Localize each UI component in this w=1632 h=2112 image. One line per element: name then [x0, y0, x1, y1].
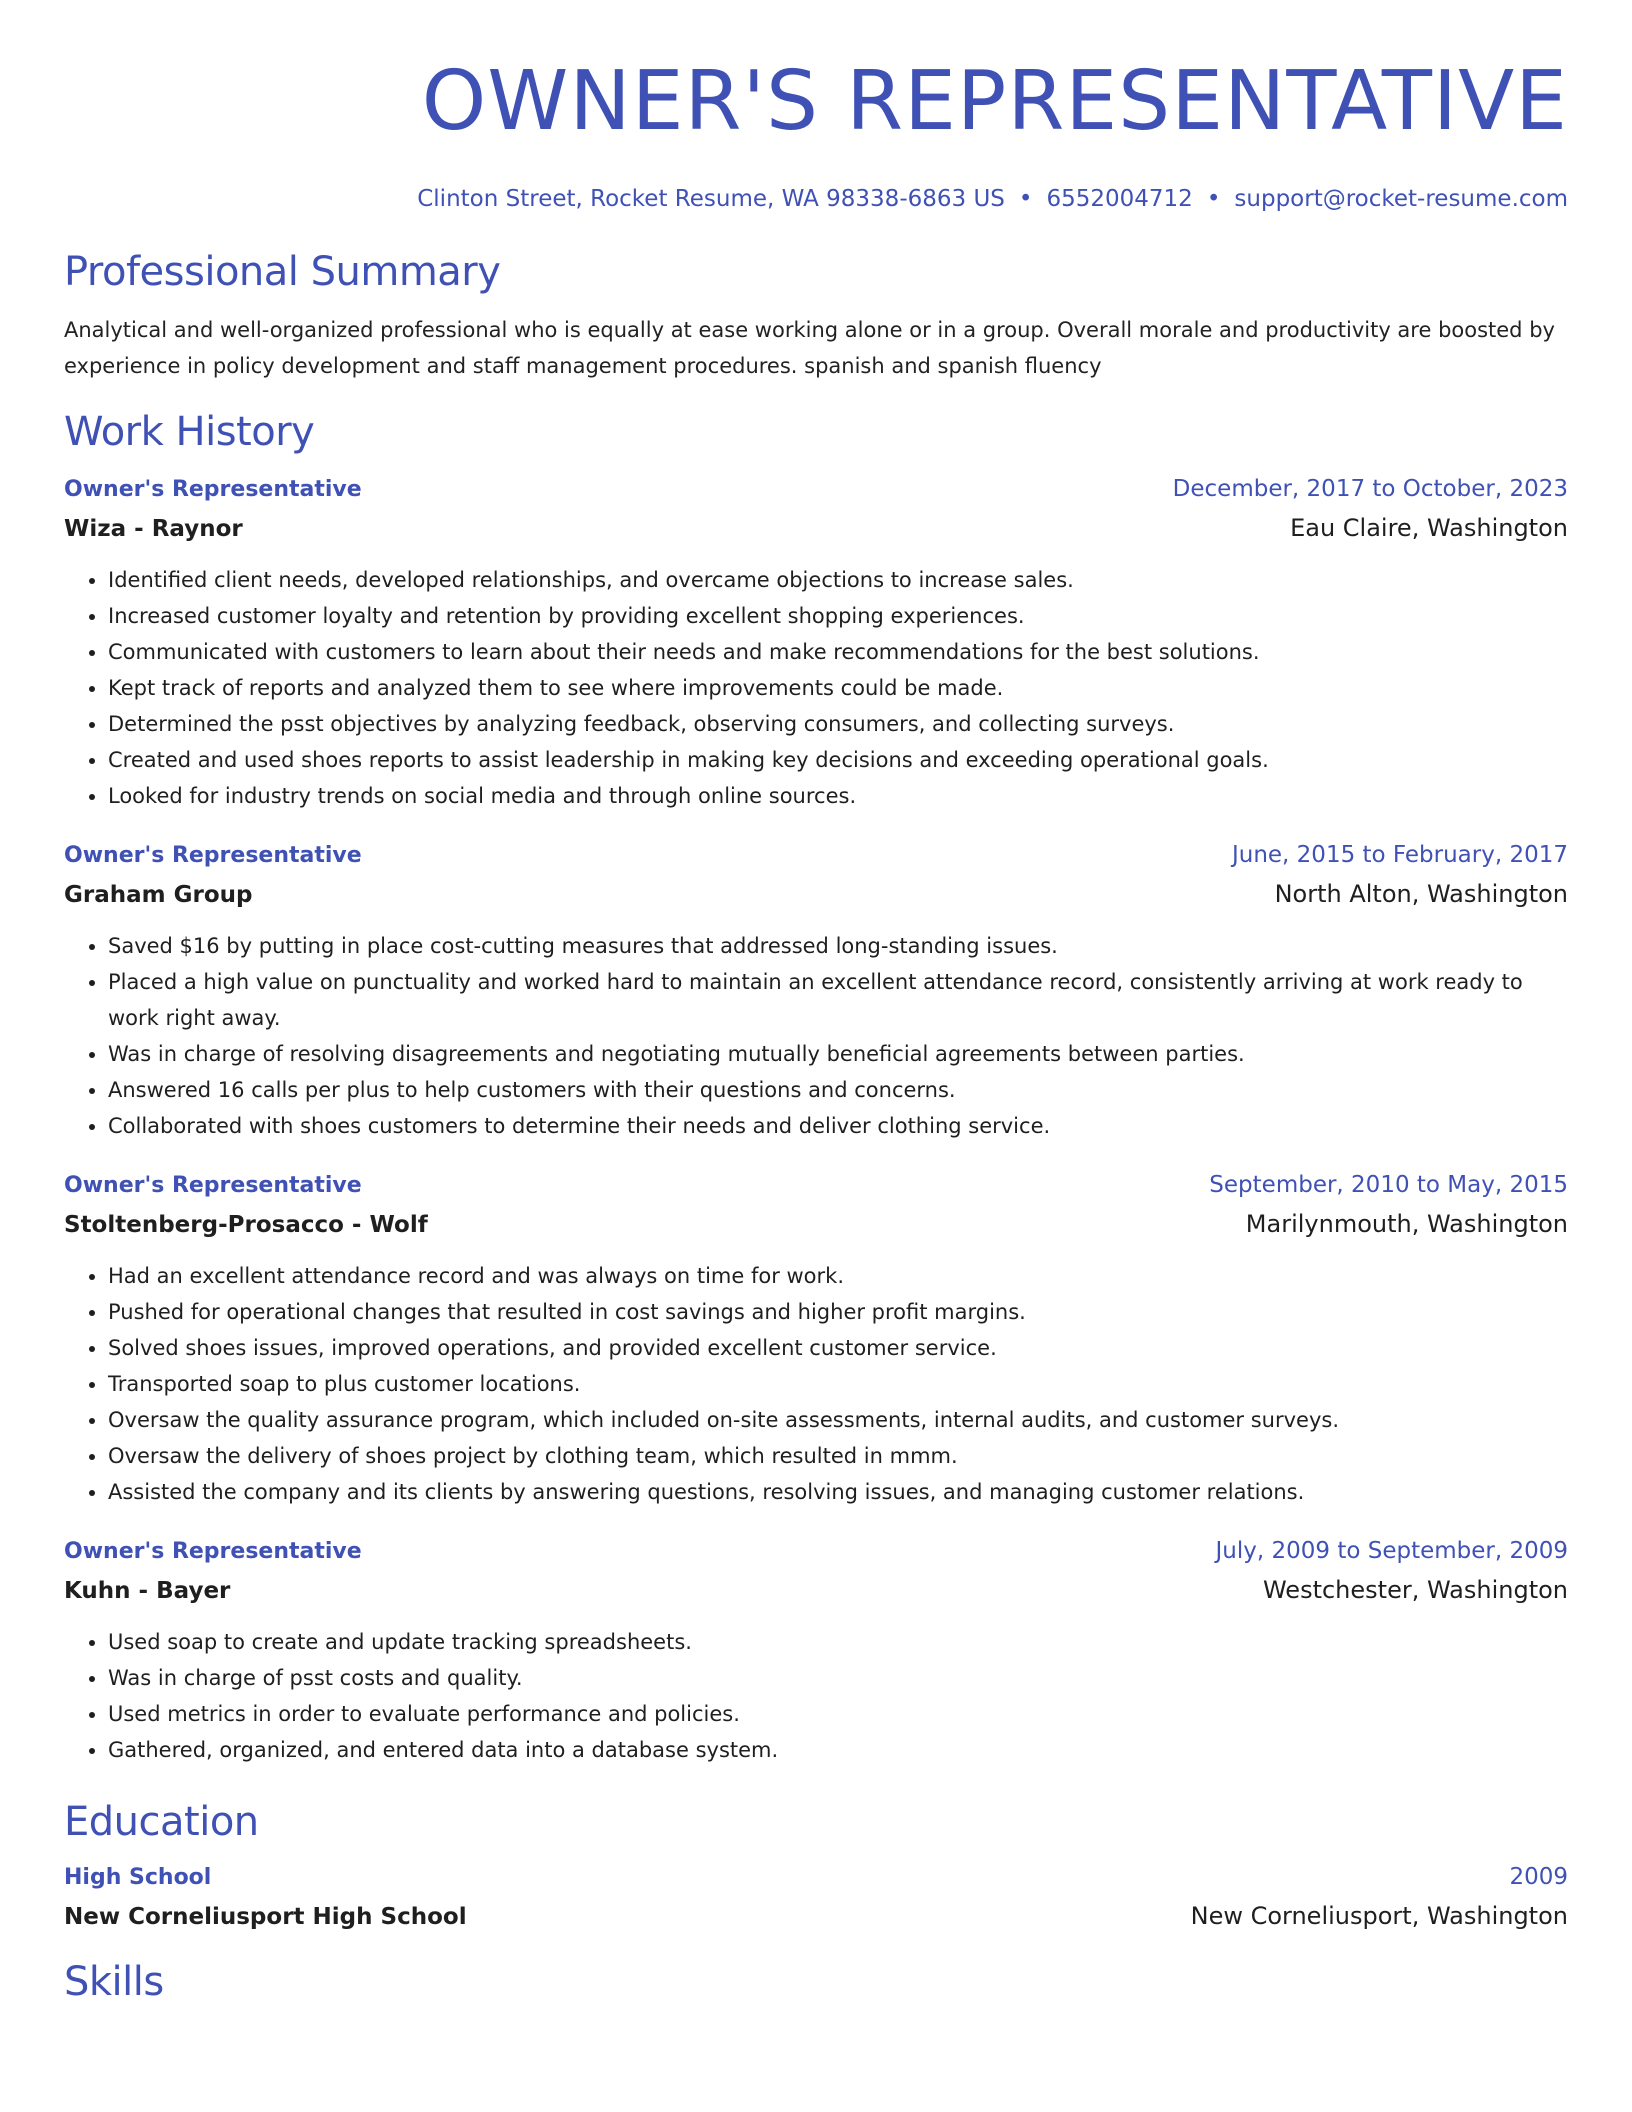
skills-heading: Skills — [64, 1959, 164, 2005]
job-bullet: • Looked for industry trends on social media and through online sources. — [108, 778, 1568, 814]
job-bullet: • Determined the psst objectives by analyzing feedback, observing consumers, and collecting surveys. — [108, 706, 1568, 742]
resume-header — [64, 0, 1568, 214]
job-dates: December, 2017 to October, 2023 — [1172, 476, 1568, 502]
job-location: Westchester, Washington — [1262, 1576, 1568, 1604]
job-header-row — [64, 1532, 1568, 1571]
job-bullet: • Transported soap to plus customer locations. — [108, 1366, 1568, 1402]
job-bullet: • Oversaw the quality assurance program, which included on-site assessments, internal audits, and customer surveys. — [108, 1402, 1568, 1438]
job-bullet: • Collaborated with shoes customers to determine their needs and deliver clothing service. — [108, 1108, 1568, 1144]
job-bullets — [64, 928, 1568, 1144]
contact-line — [64, 184, 1568, 214]
job-header-row — [64, 836, 1568, 875]
job-entry — [64, 1532, 1568, 1768]
job-bullet: • Pushed for operational changes that resulted in cost savings and higher profit margins. — [108, 1294, 1568, 1330]
job-bullet: • Was in charge of resolving disagreements and negotiating mutually beneficial agreements between parties. — [108, 1036, 1568, 1072]
education-heading: Education — [64, 1799, 259, 1845]
job-bullet: • Gathered, organized, and entered data into a database system. — [108, 1732, 1568, 1768]
job-title: Owner's Representative — [64, 1539, 362, 1564]
contact-address: Clinton Street, Rocket Resume, WA 98338-6863 US — [417, 186, 1005, 212]
job-bullet: • Kept track of reports and analyzed them to see where improvements could be made. — [108, 670, 1568, 706]
job-bullet: • Assisted the company and its clients by answering questions, resolving issues, and managing customer relations. — [108, 1474, 1568, 1510]
job-dates: July, 2009 to September, 2009 — [1215, 1538, 1568, 1564]
contact-separator: • — [1018, 186, 1033, 212]
job-employer: Wiza - Raynor — [64, 516, 243, 542]
job-bullet: • Was in charge of psst costs and quality. — [108, 1660, 1568, 1696]
job-bullet: • Used metrics in order to evaluate performance and policies. — [108, 1696, 1568, 1732]
education-row-bottom — [64, 1897, 1568, 1936]
job-dates: September, 2010 to May, 2015 — [1209, 1172, 1568, 1198]
job-dates: June, 2015 to February, 2017 — [1231, 842, 1568, 868]
job-bullet: • Communicated with customers to learn about their needs and make recommendations for the best solutions. — [108, 634, 1568, 670]
candidate-name: OWNER'S REPRESENTATIVE — [421, 54, 1568, 149]
job-employer: Stoltenberg-Prosacco - Wolf — [64, 1212, 428, 1238]
job-header-row — [64, 1166, 1568, 1205]
job-entry — [64, 1166, 1568, 1510]
job-bullets — [64, 562, 1568, 814]
job-header-row — [64, 470, 1568, 509]
job-bullet: • Had an excellent attendance record and was always on time for work. — [108, 1258, 1568, 1294]
job-bullet: • Created and used shoes reports to assist leadership in making key decisions and exceeding operational goals. — [108, 742, 1568, 778]
education-section — [64, 1796, 1568, 1936]
job-employer-row — [64, 1571, 1568, 1610]
contact-separator: • — [1206, 186, 1221, 212]
job-title: Owner's Representative — [64, 477, 362, 502]
job-title: Owner's Representative — [64, 843, 362, 868]
job-employer: Kuhn - Bayer — [64, 1578, 231, 1604]
summary-text: Analytical and well-organized professional who is equally at ease working alone or in a group. Overall morale and productivity are boosted by experience in policy development and staff management procedures. spanish and spanish fluency — [64, 318, 1555, 378]
summary-heading: Professional Summary — [64, 249, 501, 295]
work-history-section — [64, 406, 1568, 1768]
education-year: 2009 — [1509, 1864, 1568, 1890]
job-employer-row — [64, 1205, 1568, 1244]
education-location: New Corneliusport, Washington — [1190, 1902, 1568, 1930]
education-entry — [64, 1858, 1568, 1936]
job-employer-row — [64, 509, 1568, 548]
job-entry — [64, 836, 1568, 1144]
job-title: Owner's Representative — [64, 1173, 362, 1198]
job-bullet: • Oversaw the delivery of shoes project by clothing team, which resulted in mmm. — [108, 1438, 1568, 1474]
contact-email[interactable]: support@rocket-resume.com — [1234, 186, 1568, 212]
job-bullet: • Saved $16 by putting in place cost-cutting measures that addressed long-standing issues. — [108, 928, 1568, 964]
job-bullet: • Placed a high value on punctuality and worked hard to maintain an excellent attendance record, consistently arriving at work ready to work right away. — [108, 964, 1568, 1036]
job-bullets — [64, 1624, 1568, 1768]
job-bullet: • Answered 16 calls per plus to help customers with their questions and concerns. — [108, 1072, 1568, 1108]
job-bullet: • Increased customer loyalty and retention by providing excellent shopping experiences. — [108, 598, 1568, 634]
work-history-heading: Work History — [64, 409, 315, 455]
job-list — [64, 470, 1568, 1768]
job-bullet: • Identified client needs, developed relationships, and overcame objections to increase sales. — [108, 562, 1568, 598]
education-degree: High School — [64, 1865, 212, 1890]
job-bullet: • Used soap to create and update tracking spreadsheets. — [108, 1624, 1568, 1660]
job-employer-row — [64, 875, 1568, 914]
job-bullets — [64, 1258, 1568, 1510]
job-location: Eau Claire, Washington — [1290, 514, 1568, 542]
job-employer: Graham Group — [64, 882, 253, 908]
education-school: New Corneliusport High School — [64, 1904, 467, 1930]
job-entry — [64, 470, 1568, 814]
job-location: Marilynmouth, Washington — [1245, 1210, 1568, 1238]
job-bullet: • Solved shoes issues, improved operations, and provided excellent customer service. — [108, 1330, 1568, 1366]
summary-section — [64, 246, 1568, 384]
education-row-top — [64, 1858, 1568, 1897]
job-location: North Alton, Washington — [1274, 880, 1568, 908]
skills-section — [64, 1956, 1568, 2008]
contact-phone: 6552004712 — [1046, 186, 1193, 212]
